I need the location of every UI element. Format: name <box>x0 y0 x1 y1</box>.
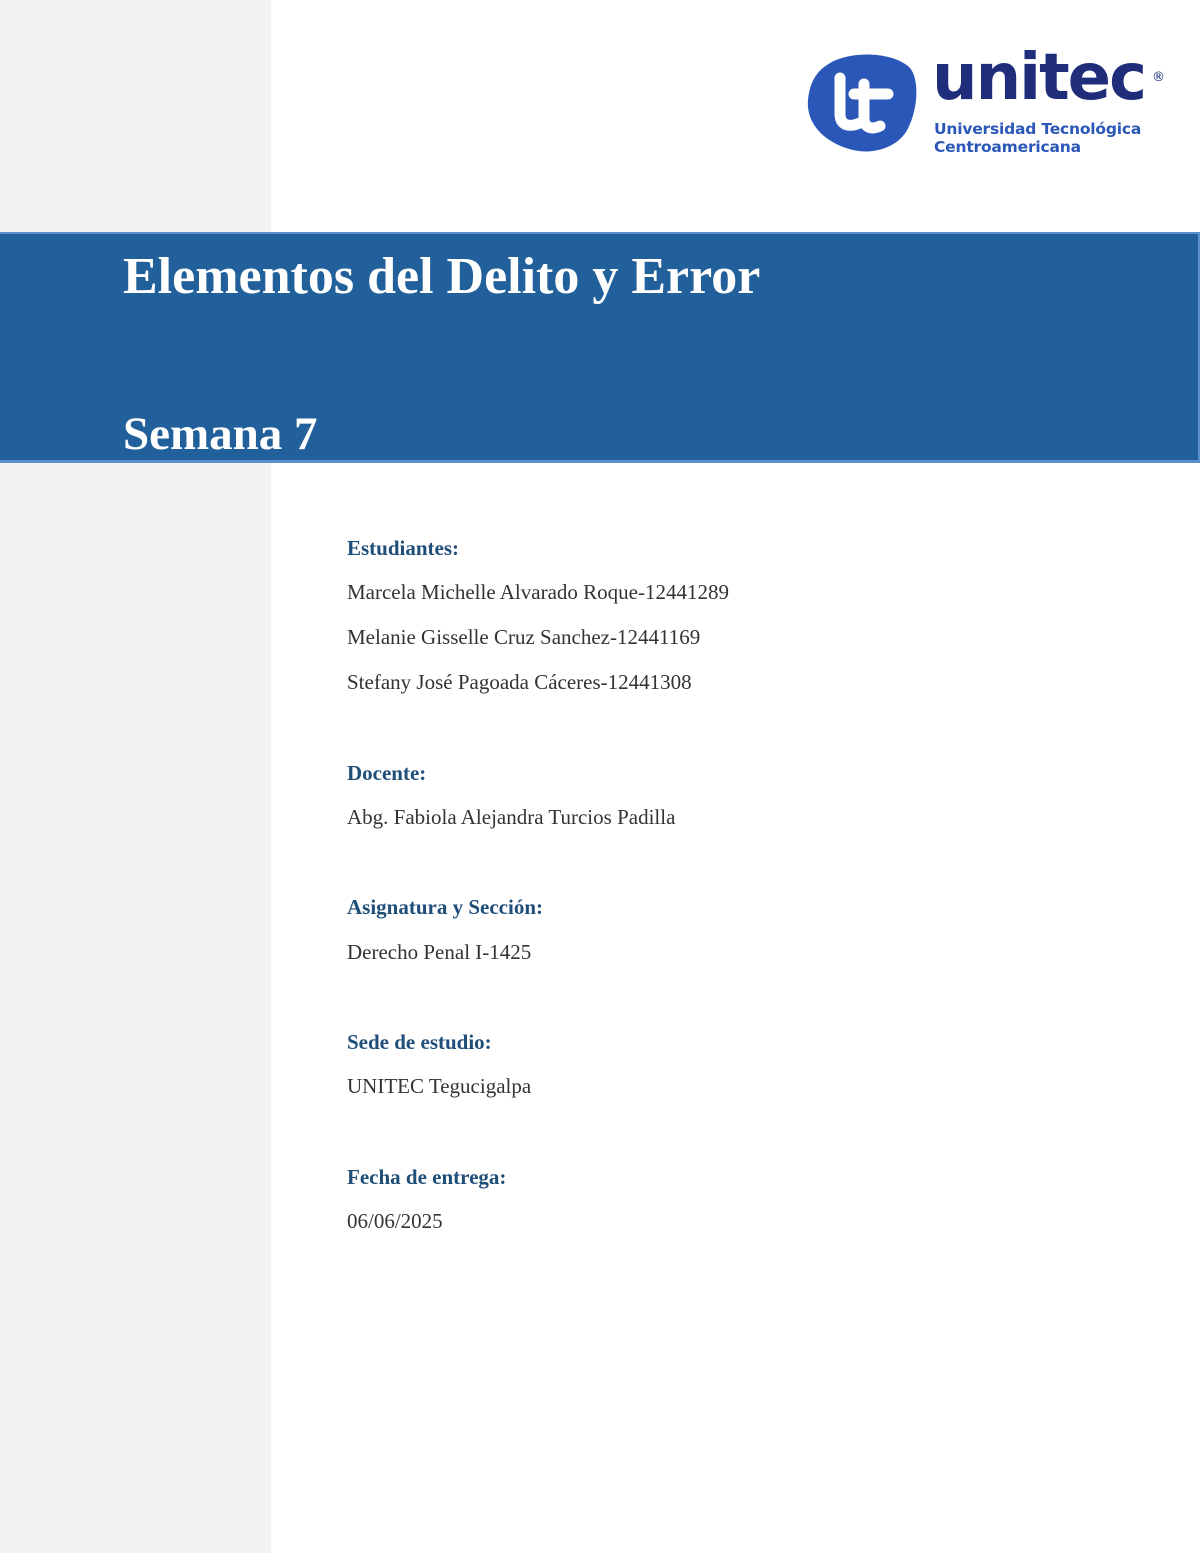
student-name: Marcela Michelle Alvarado Roque-12441289 <box>347 580 729 604</box>
due-date-value: 06/06/2025 <box>347 1209 443 1233</box>
logo-wordmark: unitec <box>932 41 1145 115</box>
unitec-logo <box>806 41 1168 156</box>
teacher-name: Abg. Fabiola Alejandra Turcios Padilla <box>347 805 676 829</box>
document-title: Elementos del Delito y Error <box>123 248 761 305</box>
student-name: Melanie Gisselle Cruz Sanchez-12441169 <box>347 625 701 649</box>
campus-value: UNITEC Tegucigalpa <box>347 1074 532 1098</box>
logo-subtitle-line1: Universidad Tecnológica <box>934 120 1142 138</box>
unitec-logo-mark-icon <box>806 52 918 154</box>
course-label: Asignatura y Sección: <box>347 895 543 919</box>
title-banner <box>0 232 1200 463</box>
student-name: Stefany José Pagoada Cáceres-12441308 <box>347 670 692 694</box>
students-label: Estudiantes: <box>347 536 460 560</box>
logo-subtitle-line2: Centroamericana <box>934 138 1081 156</box>
campus-label: Sede de estudio: <box>347 1030 492 1054</box>
teacher-label: Docente: <box>347 761 427 785</box>
document-subtitle: Semana 7 <box>123 408 318 460</box>
course-value: Derecho Penal I-1425 <box>347 940 532 964</box>
due-date-label: Fecha de entrega: <box>347 1165 507 1189</box>
registered-mark: ® <box>1152 70 1165 85</box>
